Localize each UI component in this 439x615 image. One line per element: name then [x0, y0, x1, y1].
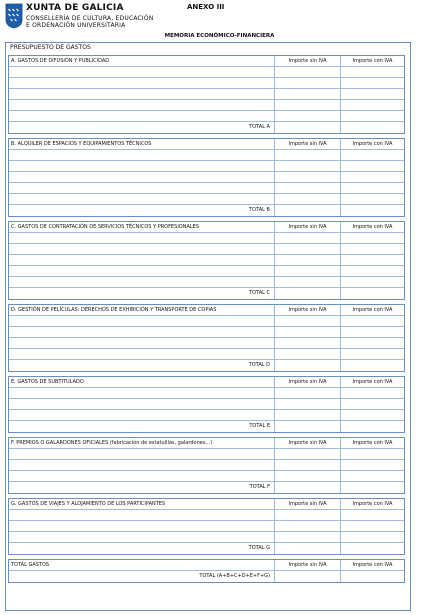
- expense-row: [9, 399, 404, 410]
- section-header-row: [9, 377, 404, 388]
- section-b: [8, 138, 405, 217]
- grand-total-section: [8, 559, 405, 583]
- concept-cell[interactable]: [9, 89, 275, 99]
- total-con-iva-cell[interactable]: [341, 421, 404, 432]
- concept-cell[interactable]: [9, 349, 275, 359]
- amount-sin-iva-cell[interactable]: [275, 255, 341, 265]
- amount-sin-iva-cell[interactable]: [275, 89, 341, 99]
- column-header-sin-iva: Importe sin IVA: [275, 438, 341, 448]
- amount-con-iva-cell[interactable]: [341, 410, 404, 420]
- amount-con-iva-cell[interactable]: [341, 471, 404, 481]
- concept-cell[interactable]: [9, 161, 275, 171]
- expense-row: [9, 449, 404, 460]
- annex-title: ANEXO III: [187, 3, 225, 11]
- total-sin-iva-cell[interactable]: [275, 360, 341, 371]
- amount-sin-iva-cell[interactable]: [275, 67, 341, 77]
- amount-con-iva-cell[interactable]: [341, 183, 404, 193]
- concept-cell[interactable]: [9, 338, 275, 348]
- amount-con-iva-cell[interactable]: [341, 78, 404, 88]
- org-department-line-1: CONSELLERÍA DE CULTURA, EDUCACIÓN: [26, 15, 154, 22]
- amount-sin-iva-cell[interactable]: [275, 100, 341, 110]
- column-header-con-iva: Importe con IVA: [352, 501, 393, 507]
- concept-cell[interactable]: [9, 460, 275, 470]
- amount-con-iva-cell[interactable]: [341, 244, 404, 254]
- section-header-row: [9, 438, 404, 449]
- amount-sin-iva-cell[interactable]: [275, 233, 341, 243]
- concept-cell[interactable]: [9, 67, 275, 77]
- concept-cell[interactable]: [9, 327, 275, 337]
- column-header-sin-iva: Importe sin IVA: [275, 56, 341, 66]
- section-b-title: B. ALQUILER DE ESPACIOS Y EQUIPAMIENTOS TÉCNICOS: [9, 139, 275, 149]
- expense-row: [9, 471, 404, 482]
- section-a-title: A. GASTOS DE DIFUSIÓN Y PUBLICIDAD: [9, 56, 275, 66]
- concept-cell[interactable]: [9, 388, 275, 398]
- concept-cell[interactable]: [9, 266, 275, 276]
- amount-con-iva-cell[interactable]: [341, 521, 404, 531]
- total-sin-iva-cell[interactable]: [275, 543, 341, 554]
- amount-con-iva-cell[interactable]: [341, 399, 404, 409]
- amount-con-iva-cell[interactable]: [341, 233, 404, 243]
- amount-sin-iva-cell[interactable]: [275, 266, 341, 276]
- section-f-total-label: TOTAL F: [9, 482, 275, 493]
- total-row: [9, 571, 404, 582]
- column-header-sin-iva: Importe sin IVA: [275, 499, 341, 509]
- amount-con-iva-cell[interactable]: [341, 89, 404, 99]
- expense-row: [9, 78, 404, 89]
- section-c-total-label: TOTAL C: [9, 288, 275, 299]
- amount-con-iva-cell[interactable]: [341, 338, 404, 348]
- section-d-title: D. GESTIÓN DE PELÍCULAS: DERECHOS DE EXHIBICIÓN Y TRANSPORTE DE COPIAS: [9, 305, 275, 315]
- expense-row: [9, 388, 404, 399]
- amount-con-iva-cell[interactable]: [341, 316, 404, 326]
- amount-con-iva-cell[interactable]: [341, 111, 404, 121]
- expense-row: [9, 67, 404, 78]
- amount-con-iva-cell[interactable]: [341, 327, 404, 337]
- xunta-logo: [5, 3, 23, 29]
- total-sin-iva-cell[interactable]: [275, 205, 341, 216]
- section-e: [8, 376, 405, 433]
- amount-sin-iva-cell[interactable]: [275, 111, 341, 121]
- amount-sin-iva-cell[interactable]: [275, 316, 341, 326]
- amount-sin-iva-cell[interactable]: [275, 532, 341, 542]
- expense-row: [9, 327, 404, 338]
- amount-con-iva-cell[interactable]: [341, 532, 404, 542]
- section-header-row: [9, 222, 404, 233]
- amount-sin-iva-cell[interactable]: [275, 78, 341, 88]
- concept-cell[interactable]: [9, 471, 275, 481]
- expense-row: [9, 244, 404, 255]
- concept-cell[interactable]: [9, 449, 275, 459]
- expense-row: [9, 161, 404, 172]
- concept-cell[interactable]: [9, 172, 275, 182]
- total-row: [9, 360, 404, 371]
- expense-row: [9, 266, 404, 277]
- total-sin-iva-cell[interactable]: [275, 421, 341, 432]
- total-con-iva-cell[interactable]: [341, 288, 404, 299]
- concept-cell[interactable]: [9, 78, 275, 88]
- expense-row: [9, 410, 404, 421]
- section-c: [8, 221, 405, 300]
- expense-row: [9, 89, 404, 100]
- column-header-con-iva: Importe con IVA: [352, 58, 393, 64]
- amount-con-iva-cell[interactable]: [341, 194, 404, 204]
- section-header-row: [9, 560, 404, 571]
- column-header-con-iva: Importe con IVA: [352, 224, 393, 230]
- expense-row: [9, 233, 404, 244]
- amount-con-iva-cell[interactable]: [341, 67, 404, 77]
- amount-sin-iva-cell[interactable]: [275, 172, 341, 182]
- amount-sin-iva-cell[interactable]: [275, 471, 341, 481]
- amount-con-iva-cell[interactable]: [341, 277, 404, 287]
- total-row: [9, 122, 404, 133]
- section-d-total-label: TOTAL D: [9, 360, 275, 371]
- total-row: [9, 543, 404, 554]
- amount-con-iva-cell[interactable]: [341, 349, 404, 359]
- amount-con-iva-cell[interactable]: [341, 150, 404, 160]
- total-con-iva-cell[interactable]: [341, 543, 404, 554]
- concept-cell[interactable]: [9, 183, 275, 193]
- amount-sin-iva-cell[interactable]: [275, 521, 341, 531]
- expense-row: [9, 150, 404, 161]
- section-f: [8, 437, 405, 494]
- amount-con-iva-cell[interactable]: [341, 460, 404, 470]
- section-e-total-label: TOTAL E: [9, 421, 275, 432]
- expense-row: [9, 532, 404, 543]
- amount-sin-iva-cell[interactable]: [275, 150, 341, 160]
- concept-cell[interactable]: [9, 244, 275, 254]
- section-a: [8, 55, 405, 134]
- column-header-sin-iva: Importe sin IVA: [275, 139, 341, 149]
- section-d: [8, 304, 405, 372]
- amount-con-iva-cell[interactable]: [341, 172, 404, 182]
- section-header-row: [9, 139, 404, 150]
- expense-row: [9, 111, 404, 122]
- column-header-sin-iva: Importe sin IVA: [275, 560, 341, 570]
- org-department-line-2: E ORDENACIÓN UNIVERSITARIA: [26, 22, 126, 29]
- expense-row: [9, 510, 404, 521]
- expense-row: [9, 338, 404, 349]
- total-sin-iva-cell[interactable]: [275, 288, 341, 299]
- section-header-row: [9, 56, 404, 67]
- concept-cell[interactable]: [9, 532, 275, 542]
- org-name: XUNTA DE GALICIA: [26, 3, 124, 13]
- expense-row: [9, 521, 404, 532]
- concept-cell[interactable]: [9, 233, 275, 243]
- section-header-row: [9, 499, 404, 510]
- amount-sin-iva-cell[interactable]: [275, 194, 341, 204]
- grand-total-title: TOTAL GASTOS: [9, 560, 275, 570]
- amount-sin-iva-cell[interactable]: [275, 460, 341, 470]
- expense-row: [9, 183, 404, 194]
- expense-row: [9, 172, 404, 183]
- expense-row: [9, 194, 404, 205]
- column-header-con-iva: Importe con IVA: [352, 379, 393, 385]
- concept-cell[interactable]: [9, 410, 275, 420]
- section-header-row: [9, 305, 404, 316]
- concept-cell[interactable]: [9, 399, 275, 409]
- form-title: PRESUPUESTO DE GASTOS: [10, 44, 91, 51]
- amount-sin-iva-cell[interactable]: [275, 449, 341, 459]
- total-con-iva-cell[interactable]: [341, 482, 404, 493]
- column-header-sin-iva: Importe sin IVA: [275, 377, 341, 387]
- amount-con-iva-cell[interactable]: [341, 510, 404, 520]
- section-f-title: F. PREMIOS O GALARDONES OFICIALES (fabricación de estatuillas, galardones...): [9, 438, 275, 448]
- amount-con-iva-cell[interactable]: [341, 255, 404, 265]
- section-c-title: C. GASTOS DE CONTRATACIÓN DE SERVICIOS TÉCNICOS Y PROFESIONALES: [9, 222, 275, 232]
- amount-con-iva-cell[interactable]: [341, 388, 404, 398]
- amount-sin-iva-cell[interactable]: [275, 338, 341, 348]
- amount-con-iva-cell[interactable]: [341, 161, 404, 171]
- total-row: [9, 482, 404, 493]
- expense-row: [9, 277, 404, 288]
- amount-sin-iva-cell[interactable]: [275, 244, 341, 254]
- expense-row: [9, 316, 404, 327]
- concept-cell[interactable]: [9, 510, 275, 520]
- document-subtitle: MEMORIA ECONÓMICO-FINANCIERA: [164, 33, 275, 39]
- concept-cell[interactable]: [9, 100, 275, 110]
- amount-sin-iva-cell[interactable]: [275, 349, 341, 359]
- amount-sin-iva-cell[interactable]: [275, 327, 341, 337]
- amount-sin-iva-cell[interactable]: [275, 510, 341, 520]
- amount-sin-iva-cell[interactable]: [275, 161, 341, 171]
- amount-con-iva-cell[interactable]: [341, 100, 404, 110]
- expense-row: [9, 255, 404, 266]
- concept-cell[interactable]: [9, 194, 275, 204]
- concept-cell[interactable]: [9, 277, 275, 287]
- section-g: [8, 498, 405, 555]
- grand-total-con-iva-cell[interactable]: [341, 571, 404, 582]
- concept-cell[interactable]: [9, 521, 275, 531]
- amount-sin-iva-cell[interactable]: [275, 277, 341, 287]
- expense-row: [9, 349, 404, 360]
- concept-cell[interactable]: [9, 150, 275, 160]
- grand-total-sin-iva-cell[interactable]: [275, 571, 341, 582]
- column-header-con-iva: Importe con IVA: [352, 562, 393, 568]
- amount-sin-iva-cell[interactable]: [275, 388, 341, 398]
- grand-total-label: TOTAL (A+B+C+D+E+F+G): [9, 571, 275, 582]
- column-header-sin-iva: Importe sin IVA: [275, 305, 341, 315]
- amount-con-iva-cell[interactable]: [341, 266, 404, 276]
- expense-row: [9, 460, 404, 471]
- concept-cell[interactable]: [9, 111, 275, 121]
- amount-con-iva-cell[interactable]: [341, 449, 404, 459]
- section-e-title: E. GASTOS DE SUBTITULADO: [9, 377, 275, 387]
- concept-cell[interactable]: [9, 316, 275, 326]
- expense-row: [9, 100, 404, 111]
- total-con-iva-cell[interactable]: [341, 360, 404, 371]
- amount-sin-iva-cell[interactable]: [275, 399, 341, 409]
- amount-sin-iva-cell[interactable]: [275, 183, 341, 193]
- total-row: [9, 421, 404, 432]
- column-header-con-iva: Importe con IVA: [352, 307, 393, 313]
- section-a-total-label: TOTAL A: [9, 122, 275, 133]
- total-sin-iva-cell[interactable]: [275, 122, 341, 133]
- concept-cell[interactable]: [9, 255, 275, 265]
- section-g-total-label: TOTAL G: [9, 543, 275, 554]
- total-sin-iva-cell[interactable]: [275, 482, 341, 493]
- column-header-sin-iva: Importe sin IVA: [275, 222, 341, 232]
- amount-sin-iva-cell[interactable]: [275, 410, 341, 420]
- section-g-title: G. GASTOS DE VIAJES Y ALOJAMIENTO DE LOS PARTICIPANTES: [9, 499, 275, 509]
- column-header-con-iva: Importe con IVA: [352, 141, 393, 147]
- column-header-con-iva: Importe con IVA: [352, 440, 393, 446]
- total-row: [9, 205, 404, 216]
- total-con-iva-cell[interactable]: [341, 205, 404, 216]
- section-b-total-label: TOTAL B: [9, 205, 275, 216]
- total-con-iva-cell[interactable]: [341, 122, 404, 133]
- total-row: [9, 288, 404, 299]
